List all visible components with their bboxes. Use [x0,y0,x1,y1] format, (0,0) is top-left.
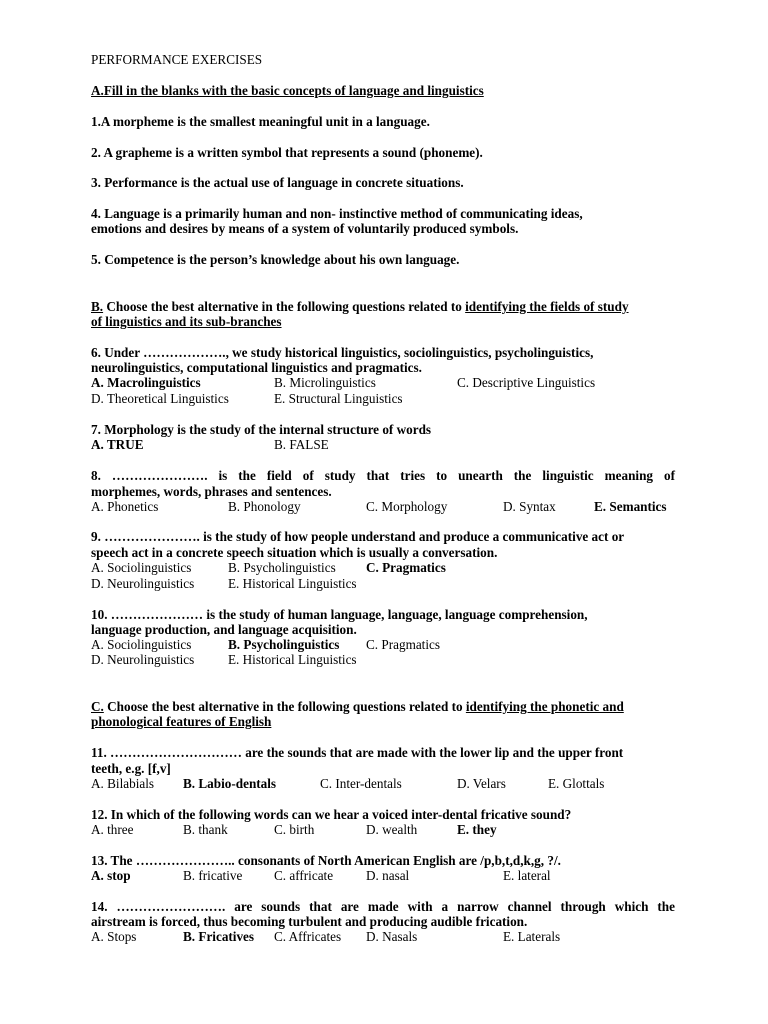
q6-line-2: neurolinguistics, computational linguistics and pragmatics. [91,360,422,375]
q6-option-e: E. Structural Linguistics [274,391,403,406]
section-c-letter: C. [91,699,104,714]
q12-option-d: D. wealth [366,822,418,837]
q9-option-b: B. Psycholinguistics [228,560,336,575]
q12-option-b: B. thank [183,822,228,837]
q12-option-e: E. they [457,822,497,837]
page-title: PERFORMANCE EXERCISES [91,52,263,67]
section-b-intro: Choose the best alternative in the following questions related to [106,299,462,314]
q12-line-1: 12. In which of the following words can we hear a voiced inter-dental fricative sound? [91,807,572,822]
section-b-topic-cont: of linguistics and its sub-branches [91,314,282,329]
q9-option-e: E. Historical Linguistics [228,576,357,591]
q7-option-a: A. TRUE [91,437,144,452]
q9-option-d: D. Neurolinguistics [91,576,195,591]
q10-line-2: language production, and language acquisition. [91,622,357,637]
q10-option-a: A. Sociolinguistics [91,637,192,652]
q6-line-1: 6. Under ………………., we study historical linguistics, sociolinguistics, psycholinguistics, [91,345,594,360]
q14-option-b: B. Fricatives [183,929,255,944]
q13-option-b: B. fricative [183,868,243,883]
item-4-line-1: 4. Language is a primarily human and non- instinctive method of communicating ideas, [91,206,583,221]
q7-option-b: B. FALSE [274,437,329,452]
q13-line-1: 13. The ………………….. consonants of North American English are /p,b,t,d,k,g, ?/. [91,853,561,868]
q8-option-b: B. Phonology [228,499,301,514]
q6-option-c: C. Descriptive Linguistics [457,375,596,390]
q13-option-a: A. stop [91,868,131,883]
q13-option-d: D. nasal [366,868,410,883]
q11-option-b: B. Labio-dentals [183,776,277,791]
section-c-intro: Choose the best alternative in the following questions related to [107,699,463,714]
q6-option-d: D. Theoretical Linguistics [91,391,229,406]
section-a-heading: A.Fill in the blanks with the basic concepts of language and linguistics [91,83,484,98]
q14-option-a: A. Stops [91,929,137,944]
q8-line-2: morphemes, words, phrases and sentences. [91,484,332,499]
q12-option-a: A. three [91,822,134,837]
section-c-topic: identifying the phonetic and [465,699,624,714]
q7-line-1: 7. Morphology is the study of the internal structure of words [91,422,432,437]
q11-option-d: D. Velars [457,776,506,791]
q14-line-1: 14. ……………………. are sounds that are made with a narrow channel through which the [91,899,675,914]
q11-line-1: 11. ………………………… are the sounds that are made with the lower lip and the upper front [91,745,624,760]
item-3: 3. Performance is the actual use of language in concrete situations. [91,175,464,190]
section-b-topic: identifying the fields of study [465,299,629,314]
q13-option-e: E. lateral [503,868,551,883]
q10-option-c: C. Pragmatics [366,637,440,652]
q13-option-c: C. affricate [274,868,334,883]
q14-option-c: C. Affricates [274,929,342,944]
q9-option-a: A. Sociolinguistics [91,560,192,575]
q11-line-2: teeth, e.g. [f,v] [91,761,171,776]
item-2: 2. A grapheme is a written symbol that represents a sound (phoneme). [91,145,483,160]
section-c-topic-cont: phonological features of English [91,714,272,729]
item-5: 5. Competence is the person’s knowledge about his own language. [91,252,460,267]
item-1: 1.A morpheme is the smallest meaningful unit in a language. [91,114,430,129]
q14-option-d: D. Nasals [366,929,418,944]
q11-option-e: E. Glottals [548,776,605,791]
item-4-line-2: emotions and desires by means of a system of voluntarily produced symbols. [91,221,519,236]
q14-line-2: airstream is forced, thus becoming turbulent and producing audible frication. [91,914,528,929]
q12-option-c: C. birth [274,822,315,837]
q8-option-e: E. Semantics [594,499,667,514]
q10-option-e: E. Historical Linguistics [228,652,357,667]
section-b-letter: B. [91,299,104,314]
q6-option-a: A. Macrolinguistics [91,375,201,390]
q8-option-a: A. Phonetics [91,499,159,514]
q11-option-a: A. Bilabials [91,776,155,791]
q10-option-b: B. Psycholinguistics [228,637,340,652]
q9-line-2: speech act in a concrete speech situation which is usually a conversation. [91,545,498,560]
q14-option-e: E. Laterals [503,929,561,944]
q9-line-1: 9. …………………. is the study of how people understand and produce a communicative act or [91,529,625,544]
q9-option-c: C. Pragmatics [366,560,446,575]
q10-option-d: D. Neurolinguistics [91,652,195,667]
section-b-heading [91,299,629,315]
q8-option-c: C. Morphology [366,499,448,514]
q11-option-c: C. Inter-dentals [320,776,402,791]
q10-line-1: 10. ………………… is the study of human language, language, language comprehension, [91,607,588,622]
q8-option-d: D. Syntax [503,499,556,514]
q8-line-1: 8. …………………. is the field of study that tries to unearth the linguistic meaning of [91,468,675,483]
q6-option-b: B. Microlinguistics [274,375,376,390]
section-c-heading [91,699,624,715]
